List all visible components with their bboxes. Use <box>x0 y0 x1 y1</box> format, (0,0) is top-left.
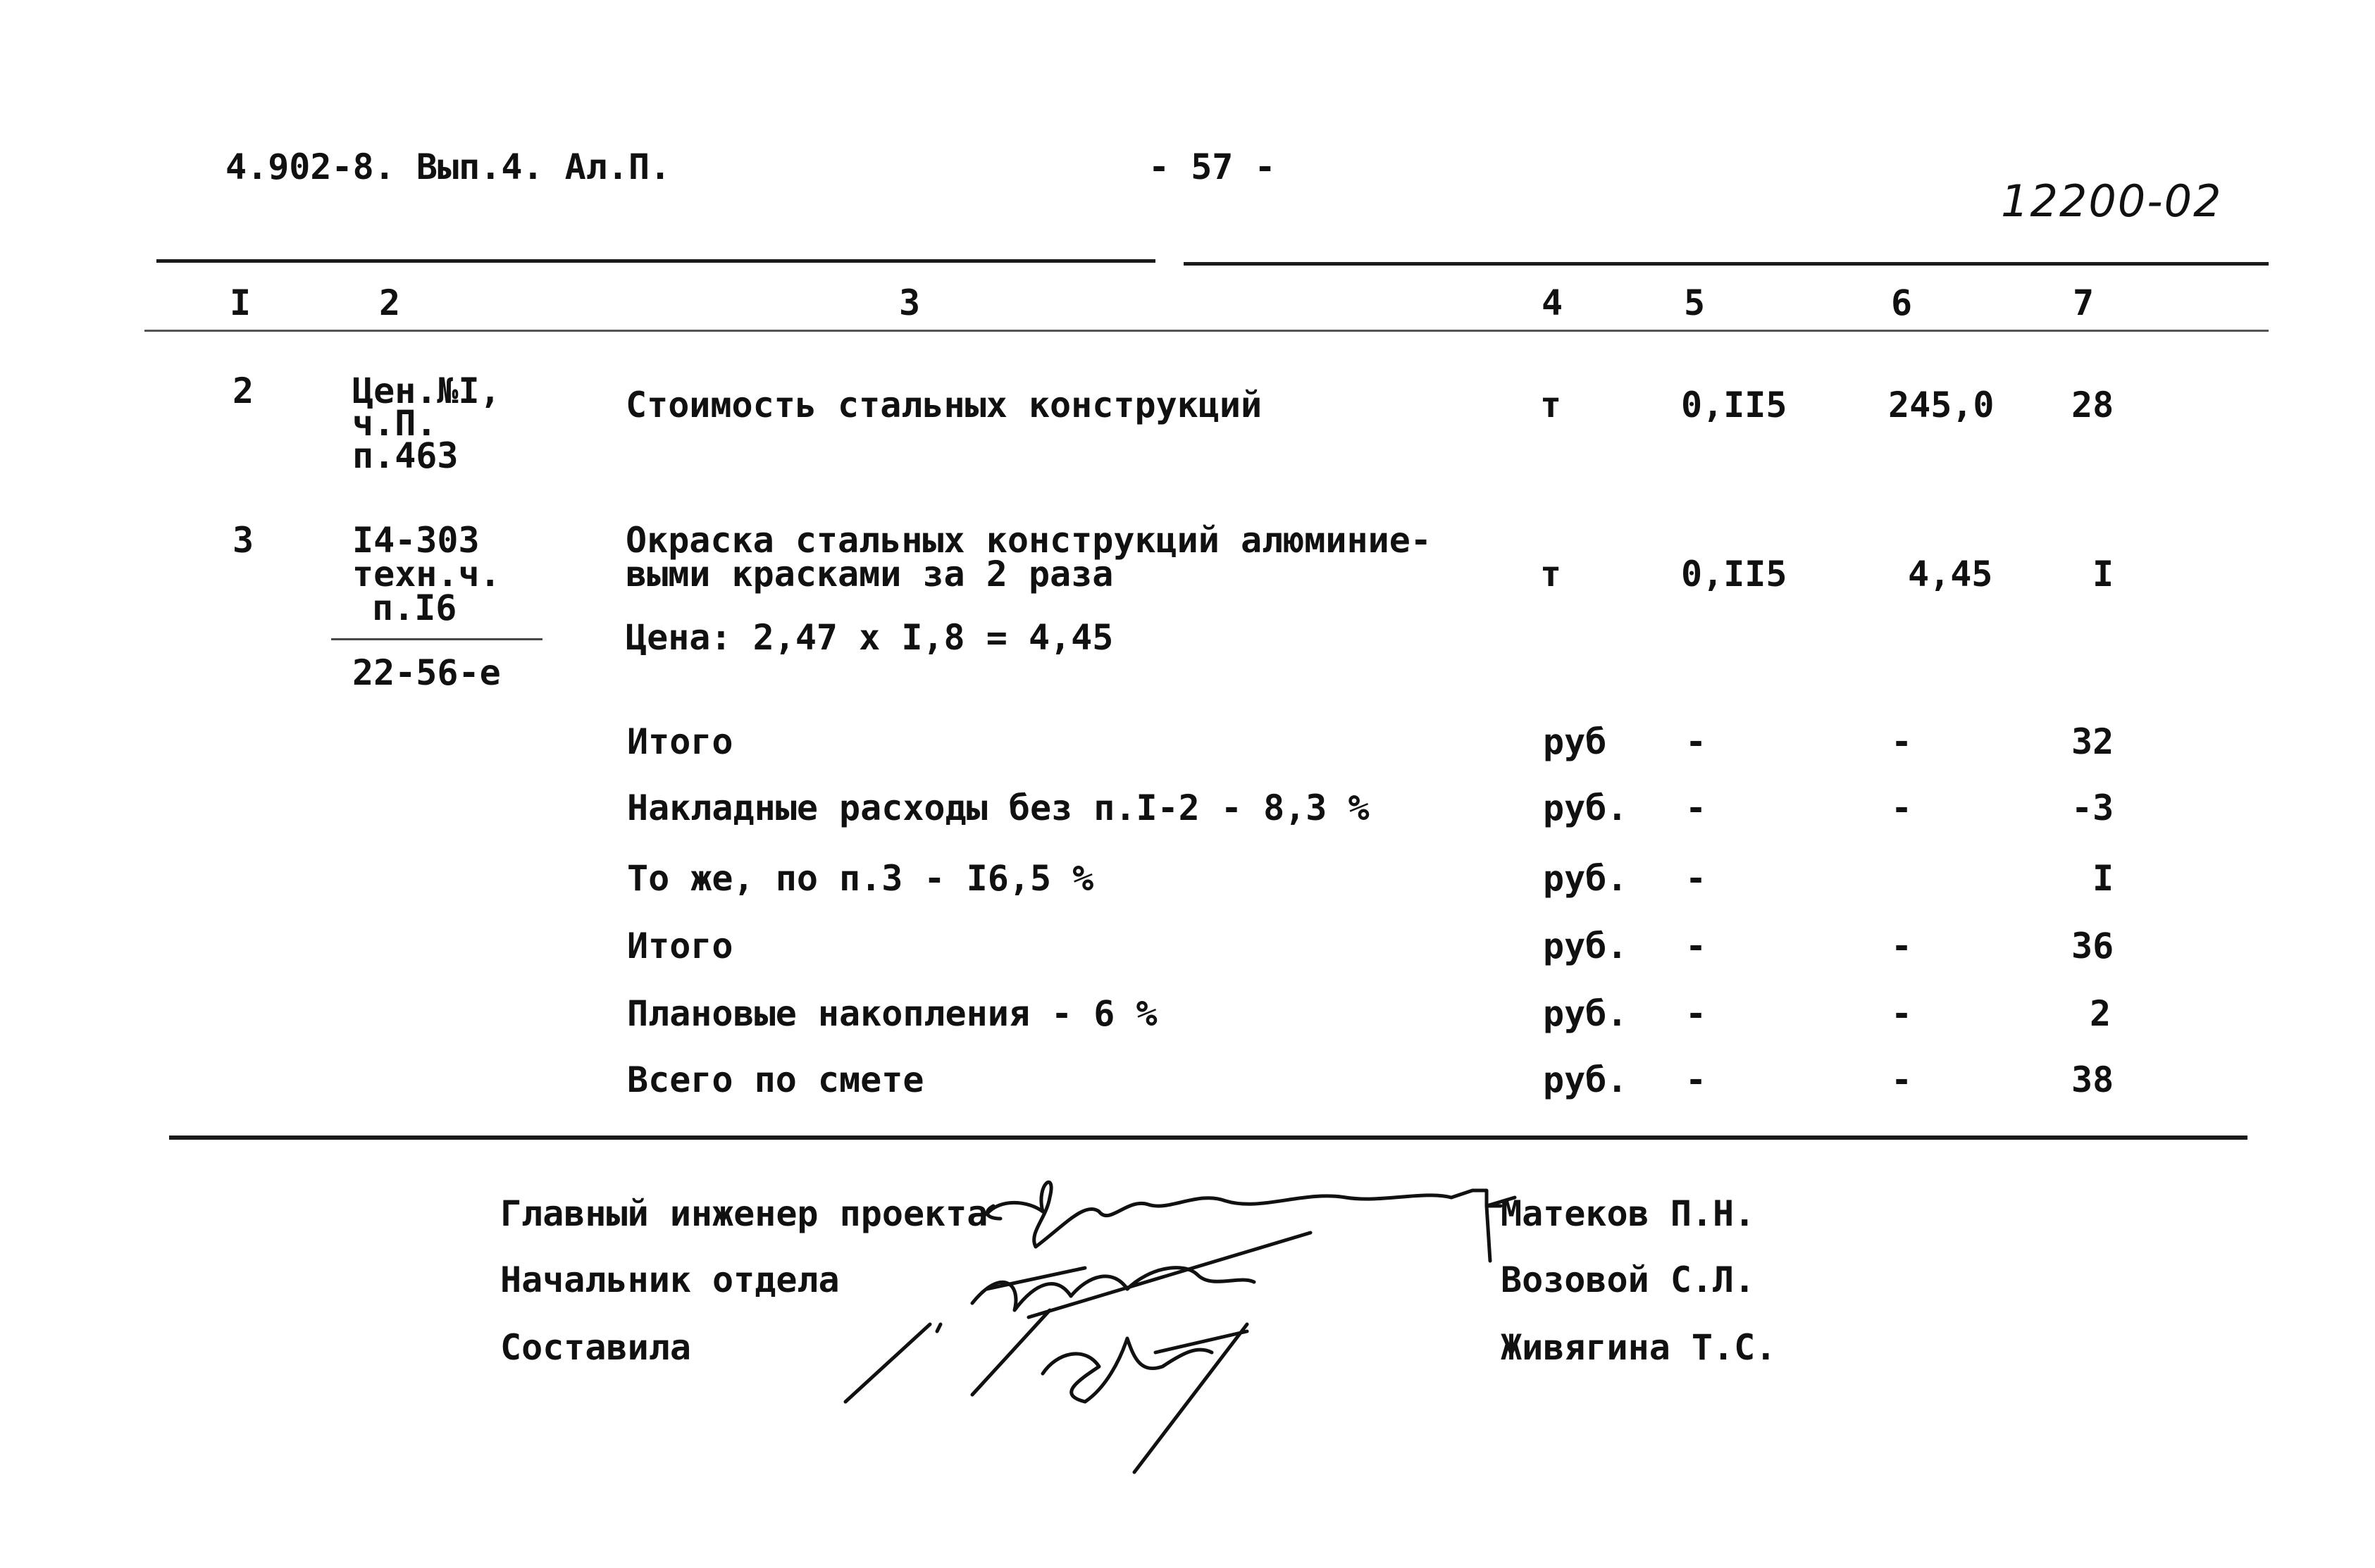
row-description: Стоимость стальных конструкций <box>626 385 1263 425</box>
summary-label: Всего по смете <box>627 1059 924 1100</box>
summary-unit: руб. <box>1543 1059 1628 1100</box>
summary-total: 38 <box>2071 1059 2114 1100</box>
row-number: 2 <box>232 371 254 411</box>
row-code-line: ч.П. <box>352 403 438 444</box>
signature-stroke <box>972 1233 1310 1317</box>
column-header-4: 4 <box>1542 282 1563 323</box>
signature-stroke <box>845 1310 1247 1472</box>
row-total: I <box>2092 554 2114 595</box>
signature-stroke <box>986 1182 1451 1247</box>
signer-name: Матеков П.Н. <box>1501 1193 1756 1234</box>
column-header-1: I <box>230 282 252 323</box>
column-header-5: 5 <box>1684 282 1706 323</box>
row-code-line: I4-303 <box>352 520 480 561</box>
row-code-line: п.463 <box>352 435 459 476</box>
row-description: выми красками за 2 раза <box>626 554 1114 595</box>
summary-unit: руб. <box>1543 858 1628 899</box>
column-header-6: 6 <box>1891 282 1913 323</box>
archive-number: 12200-02 <box>2001 175 2223 227</box>
summary-total: -3 <box>2071 788 2114 828</box>
summary-unit: руб <box>1543 721 1607 762</box>
summary-qty: - <box>1685 721 1707 762</box>
signature-stroke <box>937 1324 941 1331</box>
row-description: Окраска стальных конструкций алюминие- <box>626 520 1432 561</box>
row-price: 4,45 <box>1908 554 1993 595</box>
summary-price: - <box>1891 993 1913 1034</box>
row-price-note: Цена: 2,47 х I,8 = 4,45 <box>626 617 1114 658</box>
signer-name: Возовой С.Л. <box>1501 1259 1756 1300</box>
column-header-3: 3 <box>899 282 921 323</box>
column-header-2: 2 <box>379 282 401 323</box>
summary-qty: - <box>1685 1059 1707 1100</box>
summary-label: Итого <box>627 721 733 762</box>
signer-role: Главный инженер проекта <box>500 1193 988 1234</box>
summary-price: - <box>1891 1059 1913 1100</box>
row-quantity: 0,II5 <box>1681 554 1787 595</box>
summary-total: 32 <box>2071 721 2114 762</box>
summary-total: I <box>2092 858 2114 899</box>
summary-label: Итого <box>627 926 733 966</box>
summary-qty: - <box>1685 788 1707 828</box>
summary-price: - <box>1891 788 1913 828</box>
document-reference: 4.902-8. Вып.4. Ал.П. <box>225 147 671 187</box>
signer-role: Составила <box>500 1327 691 1368</box>
summary-total: 2 <box>2090 993 2112 1034</box>
summary-label: Плановые накопления - 6 % <box>627 993 1158 1034</box>
row-code-extra: 22-56-е <box>352 652 501 693</box>
row-total: 28 <box>2071 385 2114 425</box>
summary-price: - <box>1891 721 1913 762</box>
row-code-line: техн.ч. <box>352 554 501 595</box>
signer-name: Живягина Т.С. <box>1501 1327 1777 1368</box>
summary-qty: - <box>1685 926 1707 966</box>
row-quantity: 0,II5 <box>1681 385 1787 425</box>
page-number: - 57 - <box>1148 147 1276 187</box>
row-number: 3 <box>232 520 254 561</box>
summary-label: То же, по п.3 - I6,5 % <box>627 858 1094 899</box>
row-unit: т <box>1540 554 1562 595</box>
summary-price: - <box>1891 926 1913 966</box>
row-code-line: Цен.№I, <box>352 371 501 411</box>
summary-unit: руб. <box>1543 788 1628 828</box>
row-code-line: п.I6 <box>372 587 457 628</box>
signature-stroke <box>1451 1190 1515 1261</box>
row-unit: т <box>1540 385 1562 425</box>
summary-label: Накладные расходы без п.I-2 - 8,3 % <box>627 788 1370 828</box>
summary-unit: руб. <box>1543 926 1628 966</box>
column-header-7: 7 <box>2073 282 2095 323</box>
signer-role: Начальник отдела <box>500 1259 840 1300</box>
summary-qty: - <box>1685 858 1707 899</box>
summary-total: 36 <box>2071 926 2114 966</box>
summary-qty: - <box>1685 993 1707 1034</box>
summary-unit: руб. <box>1543 993 1628 1034</box>
row-price: 245,0 <box>1888 385 1995 425</box>
